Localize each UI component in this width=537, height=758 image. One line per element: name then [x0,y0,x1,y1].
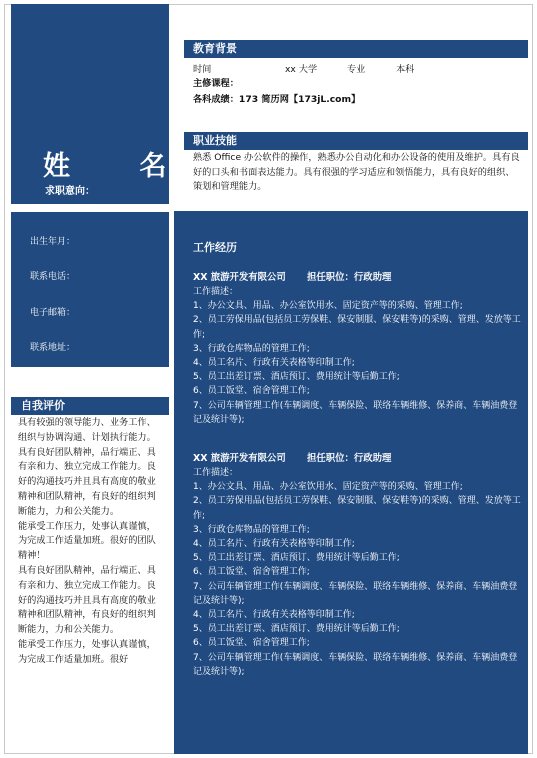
birth-date-label: 出生年月： [30,237,76,247]
job-item: 3、行政仓库物品的管理工作; [193,524,310,535]
job-item: 1、办公文具、用品、办公室饮用水、固定资产等的采购、管理工作; [193,301,463,312]
address-label: 联系地址： [30,343,76,353]
education-title: 教育背景 [184,40,528,58]
self-eval-paragraph: 具有较强的领导能力、业务工作、组织与协调沟通、计划执行能力。 [18,417,156,443]
job-entry [193,271,523,427]
job-header [193,452,523,466]
job-position: 担任职位：行政助理 [307,272,392,283]
education-row [193,61,415,75]
full-name: 姓 名 [43,151,197,182]
self-eval-paragraph: 能承受工作压力，处事认真谨慎，为完成工作适量加班。很好的团队精神！ [18,520,156,562]
job-position: 担任职位：行政助理 [307,453,392,464]
self-eval-paragraph: 具有良好团队精神，品行端正、具有亲和力、独立完成工作能力。良好的沟通技巧并且具有高度的敬业精神和团队精神，有良好的组织判断能力，力和公关能力。 [18,564,156,636]
contact-panel [11,212,169,367]
job-item: 6、员工饭堂、宿舍管理工作; [193,386,310,397]
education-courses-label: 主修课程： [193,78,239,89]
education-school: xx 大学 [285,64,318,75]
job-company: XX 旅游开发有限公司 [193,453,286,464]
self-eval-paragraph: 具有良好团队精神，品行端正、具有亲和力、独立完成工作能力。良好的沟通技巧并且具有高度的敬业精神和团队精神，有良好的组织判断能力，力和公关能力。 [18,446,156,517]
job-item: 5、员工出差订票、酒店预订、费用统计等后勤工作; [193,553,400,564]
self-eval-title: 自我评价 [11,397,169,415]
work-title: 工作经历 [193,241,237,254]
job-item: 6、员工饭堂、宿舍管理工作; [193,567,310,578]
job-item: 2、员工劳保用品(包括员工劳保鞋、保安制服、保安鞋等)的采购、管理、发放等工作; [193,496,521,521]
email-label: 电子邮箱： [30,308,76,318]
job-item: 7、公司车辆管理工作(车辆调度、车辆保险、联络车辆维修、保养商、车辆油费登记及统计等); [193,400,518,425]
job-item: 6、员工饭堂、宿舍管理工作; [193,638,310,649]
job-desc-label: 工作描述： [193,287,239,297]
job-item: 4、员工名片、行政有关表格等印制工作; [193,610,355,621]
job-item: 2、员工劳保用品(包括员工劳保鞋、保安制服、保安鞋等)的采购、管理、发放等工作; [193,315,521,340]
job-company: XX 旅游开发有限公司 [193,272,286,283]
education-major: 专业 [347,64,366,75]
job-item: 7、公司车辆管理工作(车辆调度、车辆保险、联络车辆维修、保养商、车辆油费登记及统计等); [193,581,518,606]
skills-text: 熟悉 Office 办公软件的操作，熟悉办公自动化和办公设备的使用及维护。具有良好的口头和书面表达能力。具有很强的学习适应和领悟能力，具有良好的组织、策划和管理能力。 [193,152,520,192]
education-time-label: 时间 [193,64,212,75]
job-desc-label: 工作描述： [193,468,239,478]
education-degree: 本科 [396,64,415,75]
job-entry [193,452,523,679]
job-item: 5、员工出差订票、酒店预订、费用统计等后勤工作; [193,372,400,383]
objective-label: 求职意向： [45,186,95,197]
work-panel [174,211,528,754]
phone-label: 联系电话： [30,272,76,282]
job-item: 3、行政仓库物品的管理工作; [193,343,310,354]
education-grades-label: 各科成绩：173 简历网【173jL.com】 [193,94,361,105]
job-item: 7、公司车辆管理工作(车辆调度、车辆保险、联络车辆维修、保养商、车辆油费登记及统计等); [193,652,518,677]
self-eval-paragraph: 能承受工作压力，处事认真谨慎，为完成工作适量加班。很好 [18,638,156,665]
job-item: 4、员工名片、行政有关表格等印制工作; [193,358,355,369]
job-header [193,271,523,285]
job-item: 1、办公文具、用品、办公室饮用水、固定资产等的采购、管理工作; [193,482,463,493]
self-eval-text [18,416,163,668]
name-panel [11,4,197,204]
job-item: 5、员工出差订票、酒店预订、费用统计等后勤工作; [193,624,400,635]
skills-title: 职业技能 [184,132,528,150]
job-item: 4、员工名片、行政有关表格等印制工作; [193,539,355,550]
